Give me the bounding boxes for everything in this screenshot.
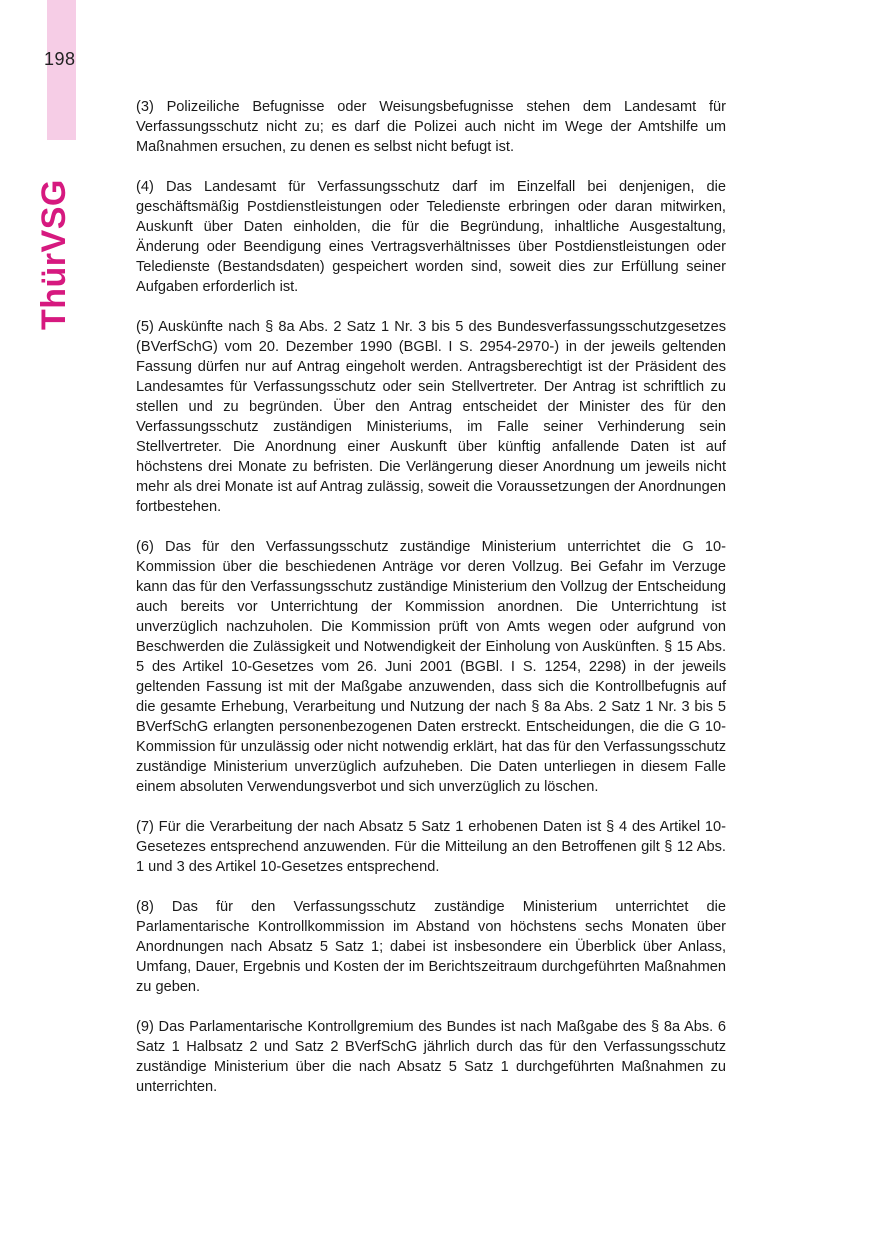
- side-color-band: [47, 0, 76, 140]
- paragraph-7: (7) Für die Verarbeitung der nach Absatz 5 Satz 1 erhobenen Daten ist § 4 des Artikel 10-Gesetezes entsprechend anzuwenden. Für die Mitteilung an den Betroffenen gilt § 12 Abs. 1 und 3 des Artikel 10-Gesetzes entsprechend.: [136, 819, 726, 875]
- paragraph-8: (8) Das für den Verfassungsschutz zuständige Ministerium unterrichtet die Parlamentarische Kontrollkommission im Abstand von höchstens sechs Monaten über Anordnungen nach Absatz 5 Satz 1; dabei ist insbesondere ein Überblick über Anlass, Umfang, Dauer, Ergebnis und Kosten der im Berichtszeitraum durchgeführten Maßnahmen zu geben.: [136, 899, 726, 995]
- paragraph-6: (6) Das für den Verfassungsschutz zuständige Ministerium unterrichtet die G 10-Kommission über die beschiedenen Anträge vor deren Vollzug. Bei Gefahr im Verzuge kann das für den Verfassungsschutz zuständige Ministerium den Vollzug der Entscheidung auch bereits vor Unterrichtung der Kommission anordnen. Die Unterrichtung ist unverzüglich nachzuholen. Die Kommission prüft von Amts wegen oder aufgrund von Beschwerden die Zulässigkeit und Notwendigkeit der Einholung von Auskünften. § 15 Abs. 5 des Artikel 10-Gesetzes vom 26. Juni 2001 (BGBl. I S. 1254, 2298) in der jeweils geltenden Fassung ist mit der Maßgabe anzuwenden, dass sich die Kontrollbefugnis auf die gesamte Erhebung, Verarbeitung und Nutzung der nach § 8a Abs. 2 Satz 1 Nr. 3 bis 5 BVerfSchG erlangten personenbezogenen Daten erstreckt. Entscheidungen, die die G 10-Kommission für unzulässig oder nicht notwendig erklärt, hat das für den Verfassungsschutz zuständige Ministerium unverzüglich aufzuheben. Die Daten unterliegen in diesem Falle einem absoluten Verwendungsverbot und sich unverzüglich zu löschen.: [136, 539, 726, 795]
- side-title: ThürVSG: [35, 179, 73, 330]
- paragraph-4: (4) Das Landesamt für Verfassungsschutz darf im Einzelfall bei denjenigen, die geschäftsmäßig Postdienstleistungen oder Teledienste erbringen oder daran mitwirken, Auskunft über Daten einholden, die für die Begründung, inhaltliche Ausgestaltung, Änderung oder Beendigung eines Vertragsverhältnisses über Postdienstleistungen oder Teledienste (Bestandsdaten) gespeichert worden sind, soweit dies zur Erfüllung seiner Aufgaben erforderlich ist.: [136, 179, 726, 295]
- document-body: [136, 97, 726, 1117]
- paragraph-3: (3) Polizeiliche Befugnisse oder Weisungsbefugnisse stehen dem Landesamt für Verfassungsschutz nicht zu; es darf die Polizei auch nicht im Wege der Amtshilfe um Maßnahmen ersuchen, zu denen es selbst nicht befugt ist.: [136, 99, 726, 155]
- paragraph-5: (5) Auskünfte nach § 8a Abs. 2 Satz 1 Nr. 3 bis 5 des Bundesverfassungsschutzgesetzes (BVerfSchG) vom 20. Dezember 1990 (BGBl. I S. 2954-2970-) in der jeweils geltenden Fassung dürfen nur auf Antrag eingeholt werden. Antragsberechtigt ist der Präsident des Landesamtes für Verfassungsschutz oder sein Stellvertreter. Der Antrag ist schriftlich zu stellen und zu begründen. Über den Antrag entscheidet der Minister des für den Verfassungsschutz zuständigen Ministeriums, im Falle seiner Verhinderung sein Stellvertreter. Die Anordnung einer Auskunft über künftig anfallende Daten ist auf höchstens drei Monate zu befristen. Die Verlängerung dieser Anordnung um jeweils nicht mehr als drei Monate ist auf Antrag zulässig, soweit die Voraussetzungen der Anordnungen fortbestehen.: [136, 319, 726, 515]
- page-number: 198: [44, 49, 76, 69]
- paragraph-9: (9) Das Parlamentarische Kontrollgremium des Bundes ist nach Maßgabe des § 8a Abs. 6 Satz 1 Halbsatz 2 und Satz 2 BVerfSchG jährlich durch das für den Verfassungsschutz zuständige Ministerium über die nach Absatz 5 Satz 1 durchgeführten Maßnahmen zu unterrichten.: [136, 1019, 726, 1095]
